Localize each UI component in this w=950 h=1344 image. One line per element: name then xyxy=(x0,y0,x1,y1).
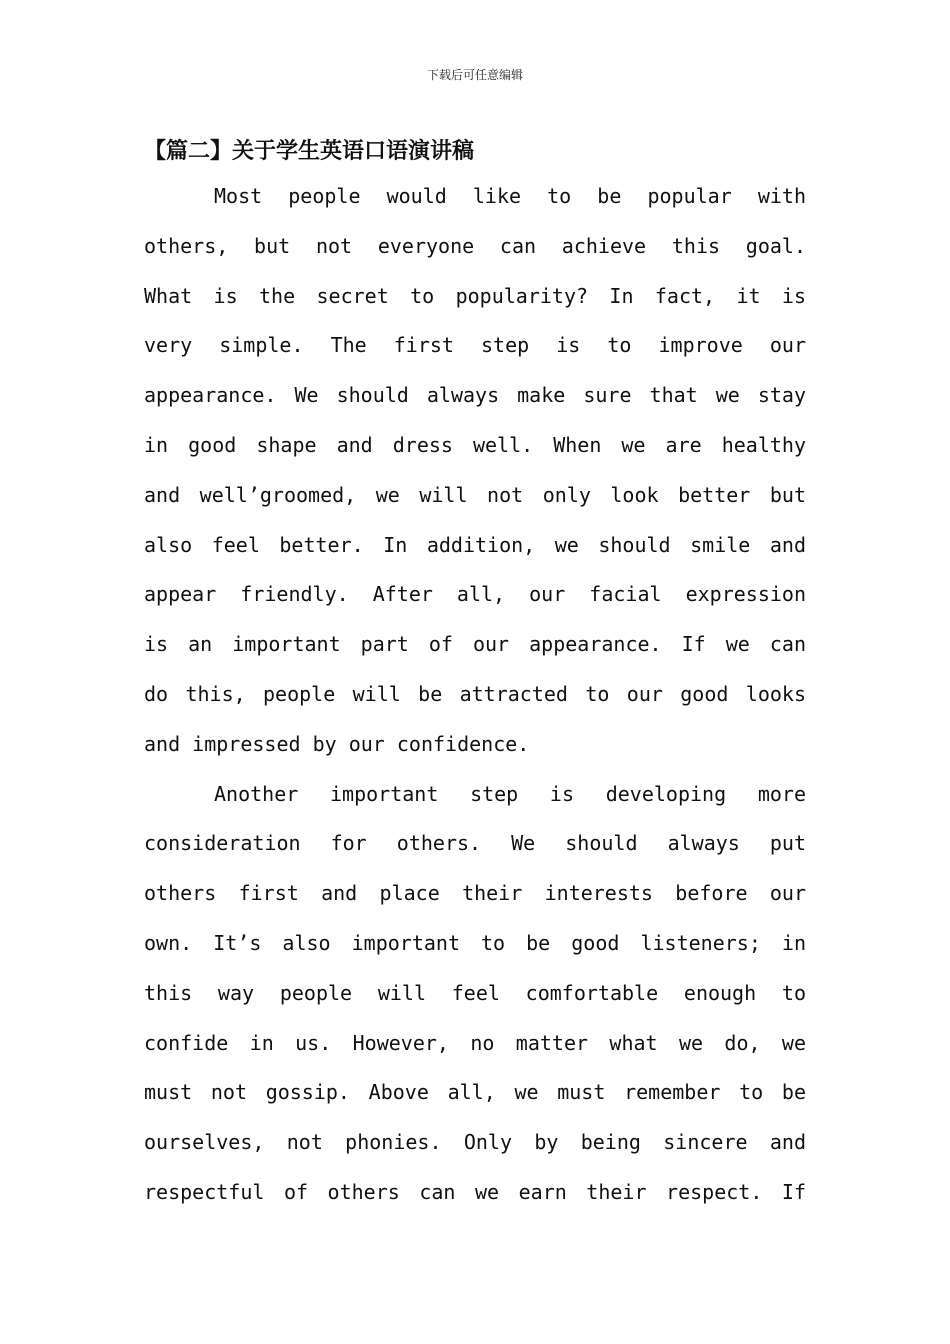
paragraph-2 xyxy=(144,770,806,1218)
text-line: must not gossip. Above all, we must remember to be xyxy=(144,1080,806,1105)
text-line: is an important part of our appearance. If we can xyxy=(144,632,806,657)
text-line: ourselves, not phonies. Only by being sincere and xyxy=(144,1130,806,1155)
text-line: also feel better. In addition, we should smile and xyxy=(144,532,806,557)
text-line: others first and place their interests before our xyxy=(144,881,806,906)
text-line: and impressed by our confidence. xyxy=(144,731,530,756)
page-header: 下载后可任意编辑 xyxy=(426,68,523,82)
text-line: Most people would like to be popular with xyxy=(214,184,806,208)
paragraph-1 xyxy=(144,172,806,770)
document-body xyxy=(144,130,806,1218)
document-title: 【篇二】关于学生英语口语演讲稿 xyxy=(144,138,475,164)
text-line: appear friendly. After all, our facial expression xyxy=(144,582,806,607)
text-line: this way people will feel comfortable enough to xyxy=(144,980,806,1005)
text-line: What is the secret to popularity? In fact, it is xyxy=(144,283,806,308)
text-line: respectful of others can we earn their respect. If xyxy=(144,1179,806,1204)
text-line: do this, people will be attracted to our good looks xyxy=(144,681,806,706)
text-line: very simple. The first step is to improve our xyxy=(144,333,806,358)
text-line: own. It’s also important to be good listeners; in xyxy=(144,930,806,955)
text-line: others, but not everyone can achieve this goal. xyxy=(144,233,806,258)
text-line: consideration for others. We should always put xyxy=(144,831,806,856)
text-line: Another important step is developing more xyxy=(214,781,806,806)
text-line: in good shape and dress well. When we are healthy xyxy=(144,432,806,457)
text-line: confide in us. However, no matter what we do, we xyxy=(144,1030,806,1055)
text-line: appearance. We should always make sure that we stay xyxy=(144,383,806,408)
text-line: and well’groomed, we will not only look better but xyxy=(144,482,806,507)
